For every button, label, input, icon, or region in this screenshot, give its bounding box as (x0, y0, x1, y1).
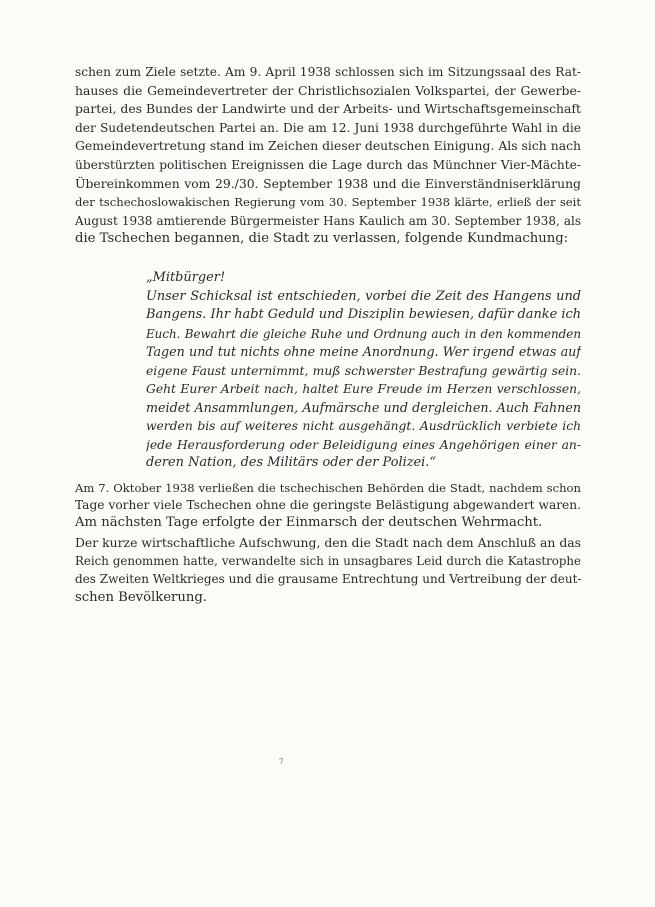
text-line: die Tschechen begannen, die Stadt zu verlassen, folgende Kundmachung: (75, 231, 569, 247)
quote-line: Euch. Bewahrt die gleiche Ruhe und Ordnung auch in den kommenden (146, 326, 581, 341)
text-line: überstürzten politischen Ereignissen die Lage durch das Münchner Vier-Mächte- (75, 157, 581, 172)
proclamation-quote (146, 269, 581, 473)
text-line: Reich genommen hatte, verwandelte sich in unsagbares Leid durch die Katastrophe (75, 554, 581, 569)
text-line: Der kurze wirtschaftliche Aufschwung, den die Stadt nach dem Anschluß an das (75, 535, 581, 550)
paragraph-history-1938 (75, 63, 581, 249)
quote-salutation: „Mitbürger! (146, 270, 226, 285)
paragraph-october-1938 (75, 480, 581, 531)
text-line: hauses die Gemeindevertreter der Christlichsozialen Volkspartei, der Gewerbe- (75, 82, 581, 98)
paragraph-war-aftermath (75, 534, 581, 607)
text-line: Übereinkommen vom 29./30. September 1938 und die Einverständniserklärung (75, 175, 581, 191)
page-number: 7 (279, 758, 284, 766)
quote-line: werden bis auf weiteres nicht ausgehängt. Ausdrücklich verbiete ich (146, 419, 581, 434)
quote-line: meidet Ansammlungen, Aufmärsche und dergleichen. Auch Fahnen (146, 399, 581, 415)
text-line: Tage vorher viele Tschechen ohne die geringste Belästigung abgewandert waren. (75, 498, 581, 512)
text-line: schen Bevölkerung. (75, 589, 207, 605)
text-line: Am nächsten Tage erfolgte der Einmarsch der deutschen Wehrmacht. (75, 515, 543, 530)
quote-line: Unser Schicksal ist entschieden, vorbei die Zeit des Hangens und (146, 288, 581, 304)
quote-line: jede Herausforderung oder Beleidigung eines Angehörigen einer an- (146, 437, 581, 452)
quote-line: Bangens. Ihr habt Geduld und Disziplin bewiesen, dafür danke ich (146, 307, 581, 323)
text-line: partei, des Bundes der Landwirte und der Arbeits- und Wirtschaftsgemeinschaft (75, 101, 581, 117)
text-line: des Zweiten Weltkrieges und die grausame Entrechtung und Vertreibung der deut- (75, 572, 581, 587)
text-line: Gemeindevertretung stand im Zeichen dieser deutschen Einigung. Als sich nach (75, 138, 581, 154)
quote-line: eigene Faust unternimmt, muß schwerster Bestrafung gewärtig sein. (146, 363, 581, 378)
quote-line: Tagen und tut nichts ohne meine Anordnung. Wer irgend etwas auf (146, 344, 581, 360)
quote-line: deren Nation, des Militärs oder der Polizei.“ (146, 455, 436, 471)
quote-line: Geht Eurer Arbeit nach, haltet Eure Freude im Herzen verschlossen, (146, 382, 581, 397)
text-line: schen zum Ziele setzte. Am 9. April 1938 schlossen sich im Sitzungssaal des Rat- (75, 65, 581, 79)
text-line: der Sudetendeutschen Partei an. Die am 12. Juni 1938 durchgeführte Wahl in die (75, 120, 581, 135)
text-line: August 1938 amtierende Bürgermeister Hans Kaulich am 30. September 1938, als (75, 213, 581, 228)
text-line: der tschechoslowakischen Regierung vom 30. September 1938 klärte, erließ der seit (75, 195, 581, 210)
text-line: Am 7. Oktober 1938 verließen die tschechischen Behörden die Stadt, nachdem schon (75, 481, 581, 495)
